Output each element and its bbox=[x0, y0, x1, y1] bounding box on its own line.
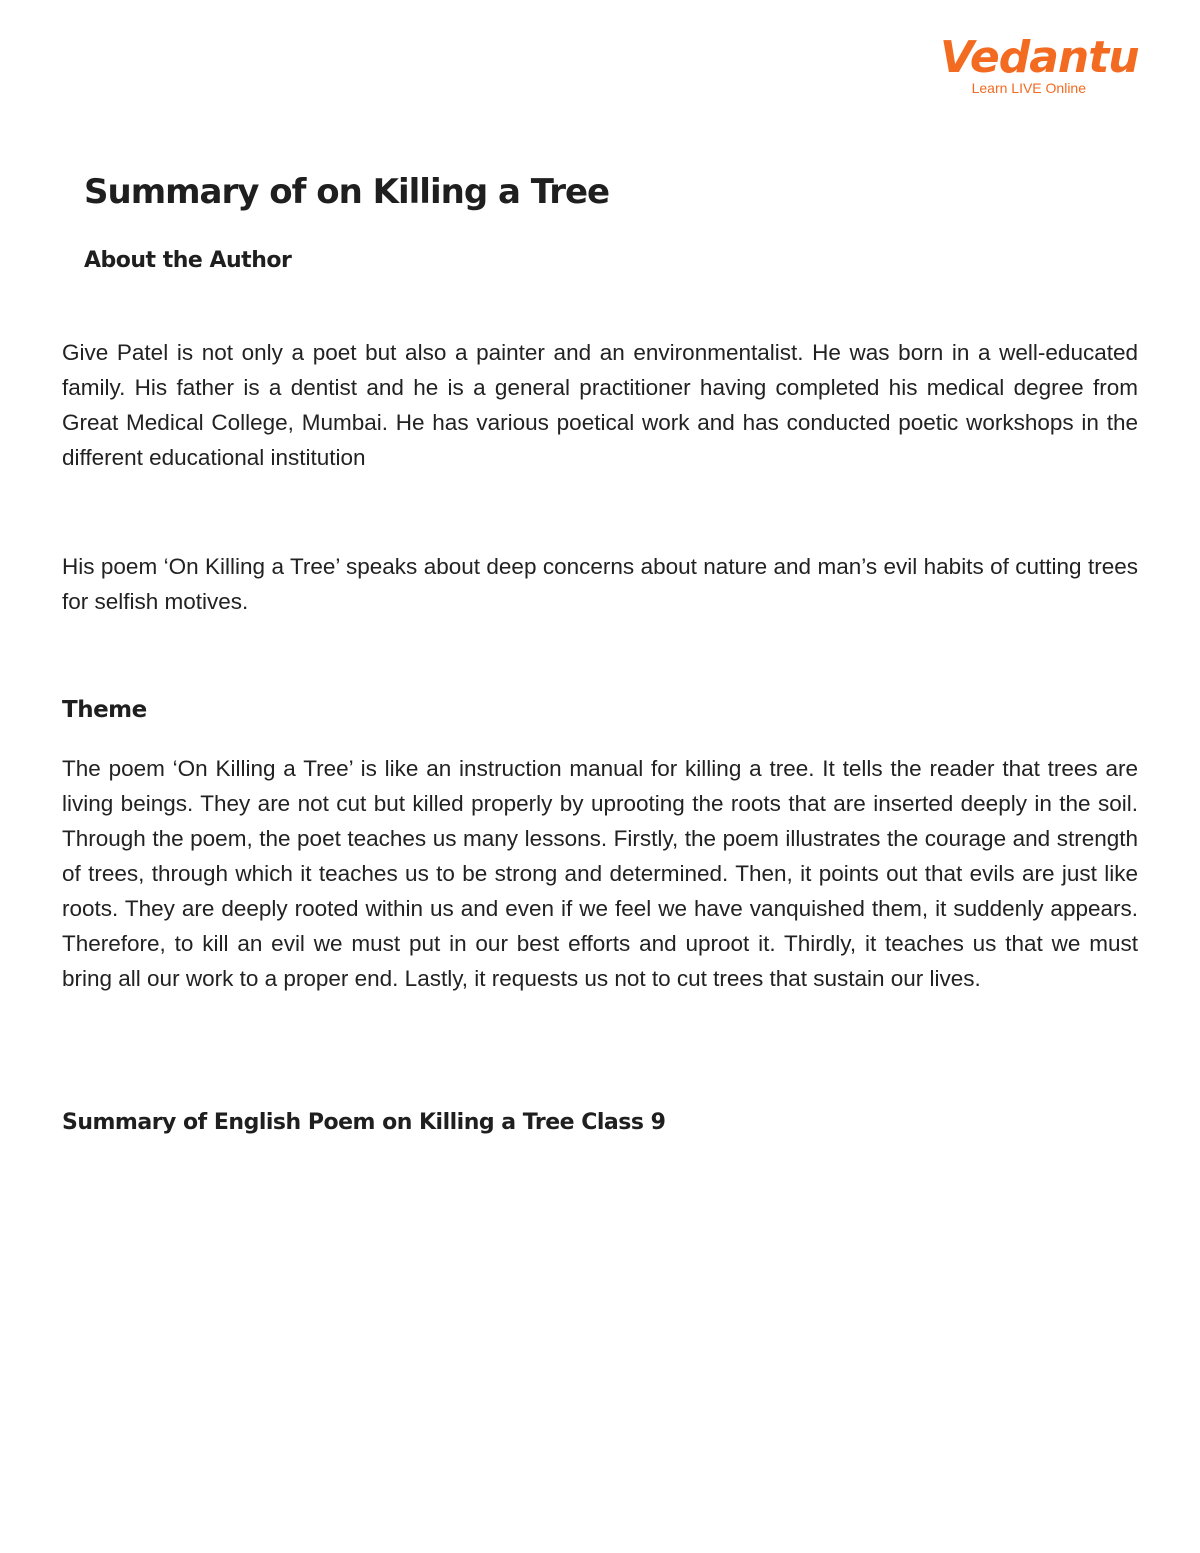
poem-intro-paragraph: His poem ‘On Killing a Tree’ speaks about deep concerns about nature and man’s evil habits of cutting trees for selfish motives. bbox=[62, 554, 1138, 614]
theme-paragraph: The poem ‘On Killing a Tree’ is like an instruction manual for killing a tree. It tells the reader that trees are living beings. They are not cut but killed properly by uprooting the roots that are inserted deeply in the soil. Through the poem, the poet teaches us many lessons. Firstly, the poem illustrates the courage and strength of trees, through which it teaches us to be strong and determined. Then, it points out that evils are just like roots. They are deeply rooted within us and even if we feel we have vanquished them, it suddenly appears. Therefore, to kill an evil we must put in our best efforts and uproot it. Thirdly, it teaches us that we must bring all our work to a proper end. Lastly, it requests us not to cut trees that sustain our lives. bbox=[62, 756, 1138, 991]
page-title: Summary of on Killing a Tree bbox=[84, 172, 610, 212]
about-author-paragraph: Give Patel is not only a poet but also a painter and an environmentalist. He was born in a well-educated family. His father is a dentist and he is a general practitioner having completed his medical degree from Great Medical College, Mumbai. He has various poetical work and has conducted poetic workshops in the different educational institution bbox=[62, 340, 1138, 470]
summary-heading: Summary of English Poem on Killing a Tree Class 9 bbox=[62, 1110, 666, 1135]
logo-tagline: Learn LIVE Online bbox=[971, 80, 1086, 96]
logo-brand: Vedantu bbox=[940, 32, 1139, 83]
vedantu-logo bbox=[940, 30, 1139, 96]
about-author-heading: About the Author bbox=[84, 248, 292, 273]
theme-heading: Theme bbox=[62, 697, 147, 723]
